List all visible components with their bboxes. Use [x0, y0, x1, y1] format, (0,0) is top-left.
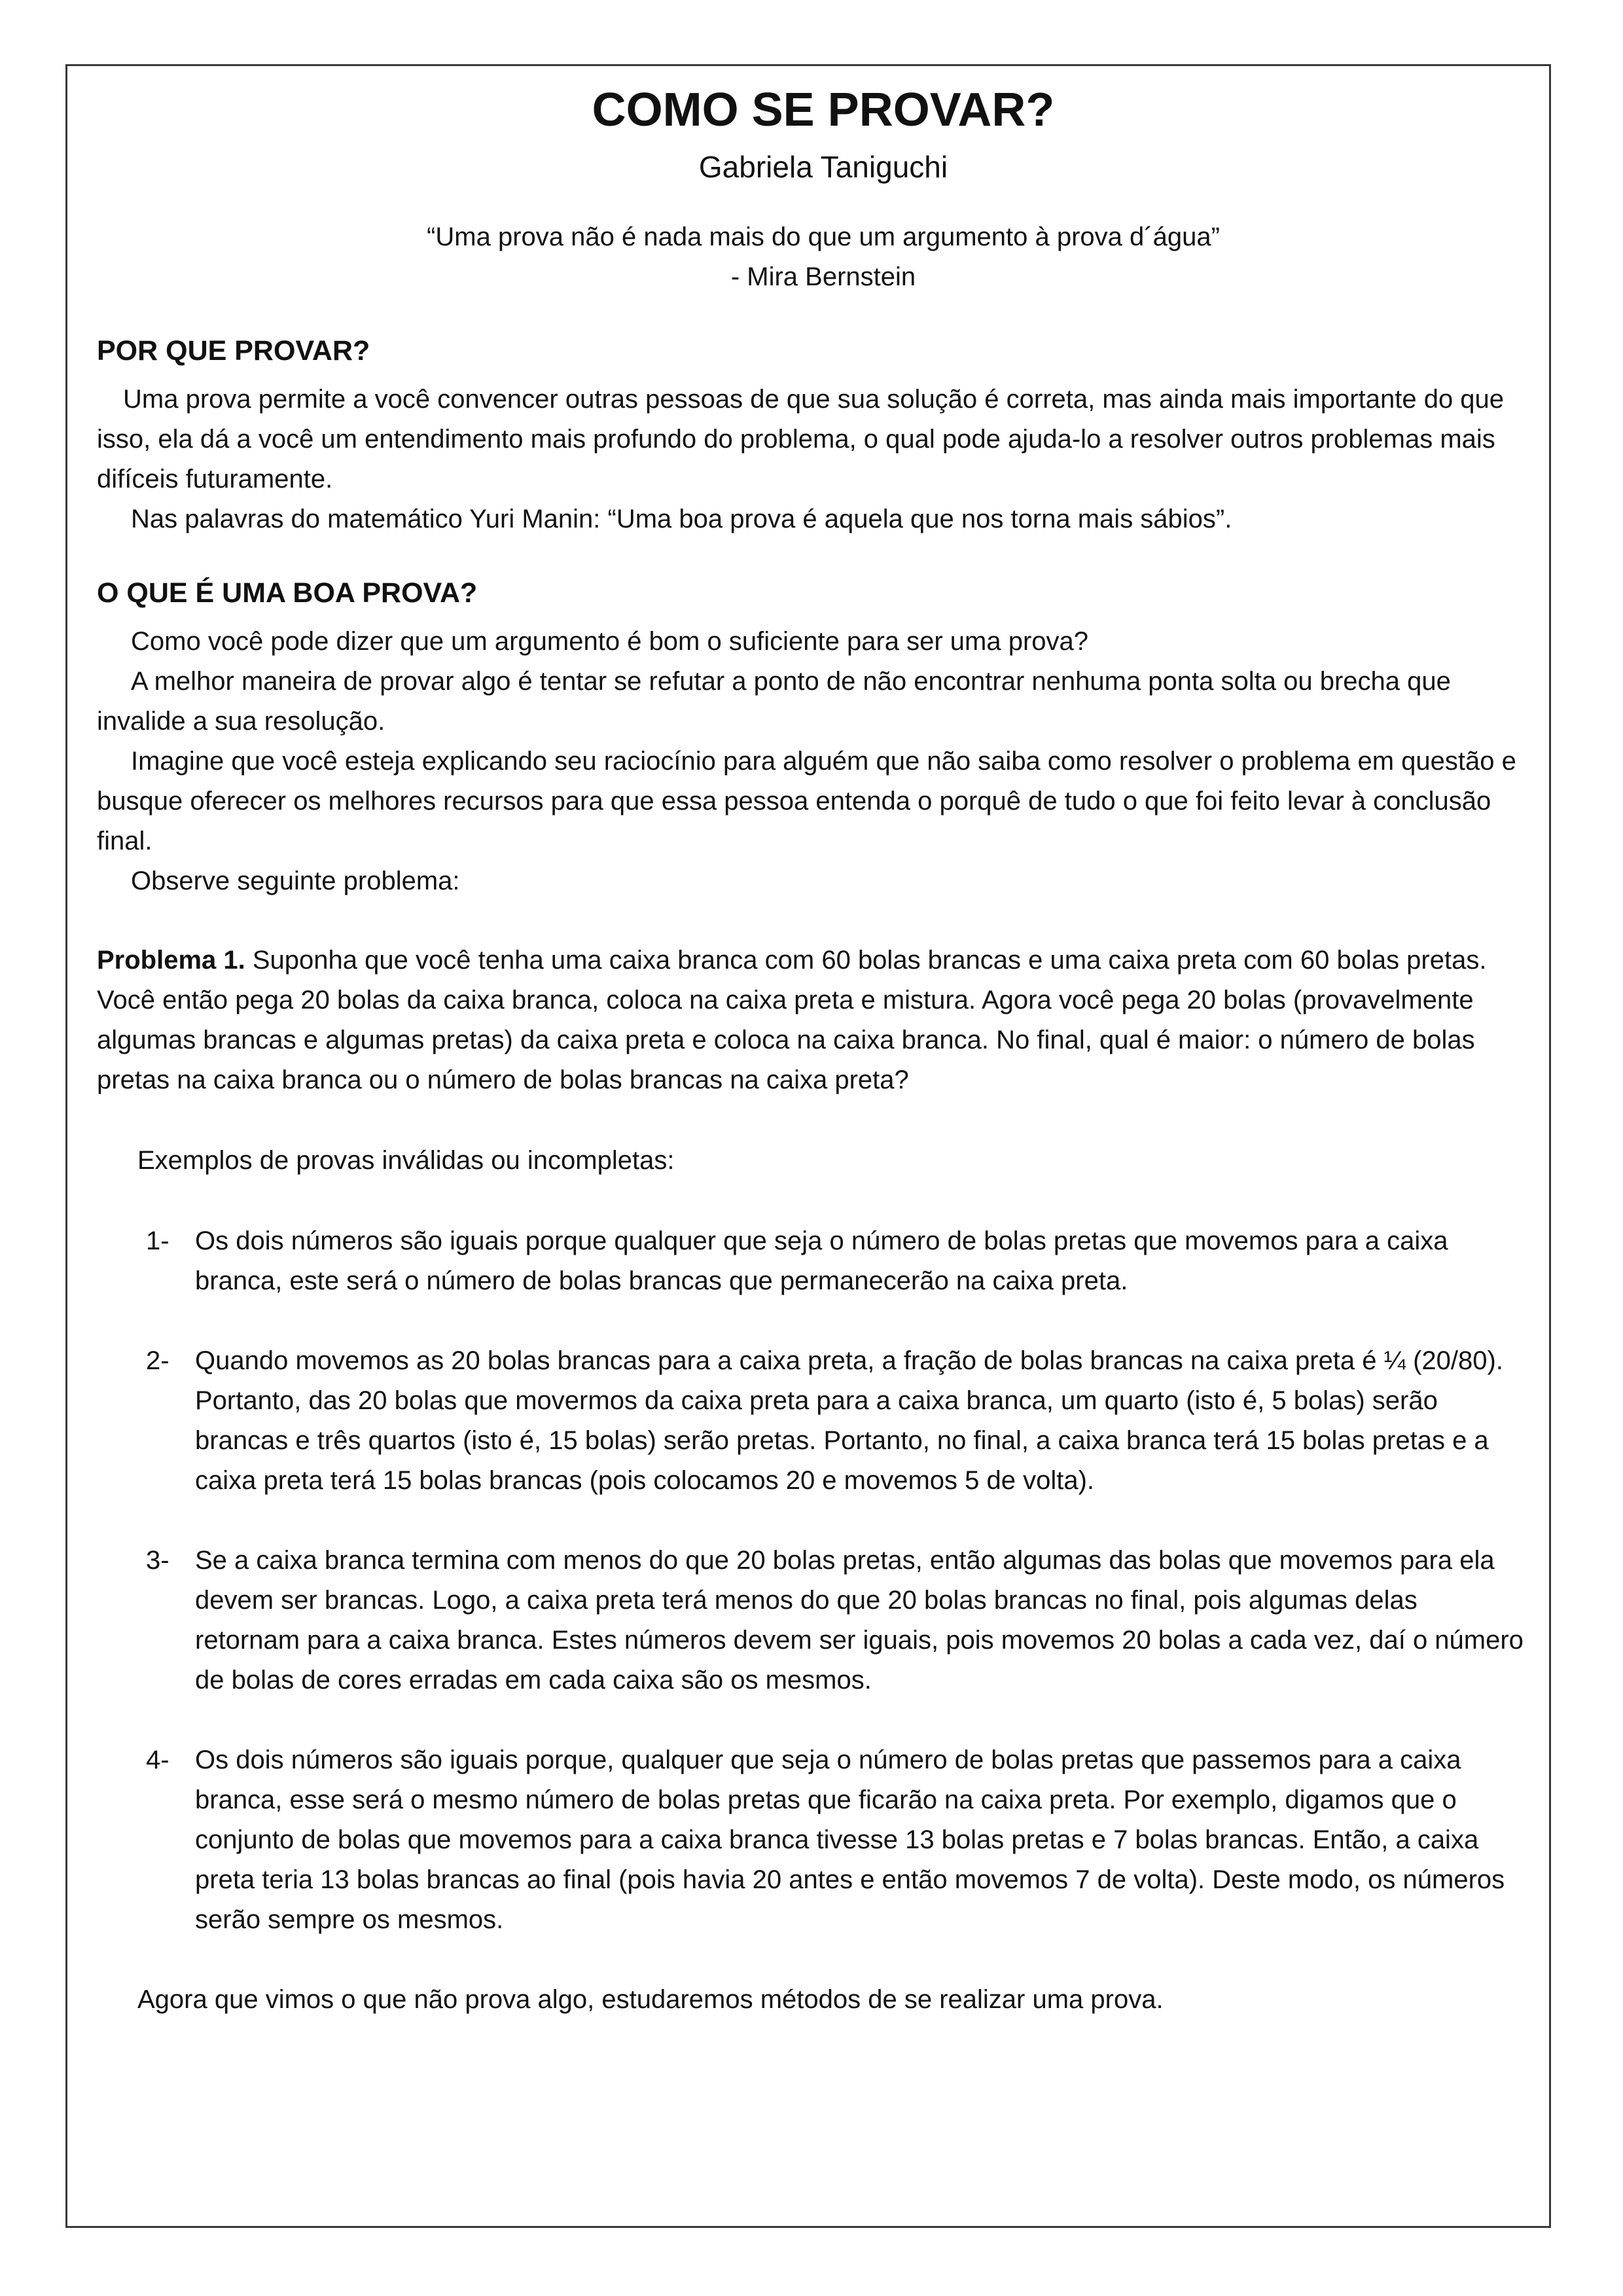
- list-item: [97, 1341, 1524, 1501]
- paragraph: Como você pode dizer que um argumento é bom o suficiente para ser uma prova?: [131, 627, 1089, 656]
- section-heading-good-proof: O QUE É UMA BOA PROVA?: [97, 577, 478, 609]
- paragraph: Imagine que você esteja explicando seu raciocínio para alguém que não saiba como resolver o problema em questão e busque oferecer os melhores recursos para que essa pessoa entenda o porquê de tudo o que foi feito levar à conclusão final.: [97, 747, 1516, 855]
- list-item: [97, 1541, 1524, 1700]
- list-item-number: 3-: [146, 1546, 169, 1575]
- list-item-number: 2-: [146, 1346, 169, 1375]
- paragraph: A melhor maneira de provar algo é tentar se refutar a ponto de não encontrar nenhuma ponta solta ou brecha que invalide a sua resolução.: [97, 667, 1451, 736]
- list-item-number: 1-: [146, 1227, 169, 1255]
- section-heading-why-prove: POR QUE PROVAR?: [97, 335, 370, 367]
- epigraph-attribution: - Mira Bernstein: [730, 262, 916, 291]
- list-item-text: Os dois números são iguais porque qualquer que seja o número de bolas pretas que movemos para a caixa branca, este será o número de bolas brancas que permanecerão na caixa preta.: [195, 1227, 1448, 1295]
- list-item-text: Se a caixa branca termina com menos do que 20 bolas pretas, então algumas das bolas que movemos para ela devem ser brancas. Logo, a caixa preta terá menos do que 20 bolas brancas no final, pois algumas delas retornam para a caixa branca. Estes números devem ser iguais, pois movemos 20 bolas a cada vez, daí o número de bolas de cores erradas em cada caixa são os mesmos.: [195, 1546, 1524, 1695]
- problem-statement: [97, 941, 1524, 1100]
- paragraph: Uma prova permite a você convencer outras pessoas de que sua solução é correta, mas ainda mais importante do que isso, ela dá a você um entendimento mais profundo do problema, o qual pode ajuda-lo a resolver outros problemas mais difíceis futuramente.: [97, 385, 1505, 493]
- closing-paragraph: Agora que vimos o que não prova algo, estudaremos métodos de se realizar uma prova.: [137, 1985, 1164, 2014]
- list-item-text: Quando movemos as 20 bolas brancas para a caixa preta, a fração de bolas brancas na caixa preta é ¼ (20/80). Portanto, das 20 bolas que movermos da caixa preta para a caixa branca, um quarto (isto é, 5 bolas) serão brancas e três quartos (isto é, 15 bolas) serão pretas. Portanto, no final, a caixa branca terá 15 bolas pretas e a caixa preta terá 15 bolas brancas (pois colocamos 20 e movemos 5 de volta).: [195, 1346, 1503, 1495]
- epigraph: [97, 217, 1524, 297]
- examples-intro: Exemplos de provas inválidas ou incompletas:: [137, 1146, 675, 1175]
- paragraph: Nas palavras do matemático Yuri Manin: “Uma boa prova é aquela que nos torna mais sábios”.: [131, 505, 1232, 533]
- problem-text: Suponha que você tenha uma caixa branca com 60 bolas brancas e uma caixa preta com 60 bolas pretas. Você então pega 20 bolas da caixa branca, coloca na caixa preta e mistura. Agora você pega 20 bolas (provavelmente algumas brancas e algumas pretas) da caixa preta e coloca na caixa branca. No final, qual é maior: o número de bolas pretas na caixa branca ou o número de bolas brancas na caixa preta?: [97, 946, 1487, 1094]
- list-item-text: Os dois números são iguais porque, qualquer que seja o número de bolas pretas que passemos para a caixa branca, esse será o mesmo número de bolas pretas que ficarão na caixa preta. Por exemplo, digamos que o conjunto de bolas que movemos para a caixa branca tivesse 13 bolas pretas e 7 bolas brancas. Então, a caixa preta teria 13 bolas brancas ao final (pois havia 20 antes e então movemos 7 de volta). Deste modo, os números serão sempre os mesmos.: [195, 1746, 1505, 1934]
- document-body: [97, 77, 1524, 2020]
- list-item: [97, 1221, 1524, 1301]
- document-title: COMO SE PROVAR?: [592, 84, 1055, 136]
- author-name: Gabriela Taniguchi: [698, 150, 948, 184]
- list-item: [97, 1740, 1524, 1940]
- invalid-proofs-list: [97, 1221, 1524, 1940]
- epigraph-quote: “Uma prova não é nada mais do que um argumento à prova d´água”: [427, 223, 1220, 251]
- problem-label: Problema 1.: [97, 946, 245, 975]
- paragraph: Observe seguinte problema:: [131, 867, 460, 895]
- list-item-number: 4-: [146, 1746, 169, 1774]
